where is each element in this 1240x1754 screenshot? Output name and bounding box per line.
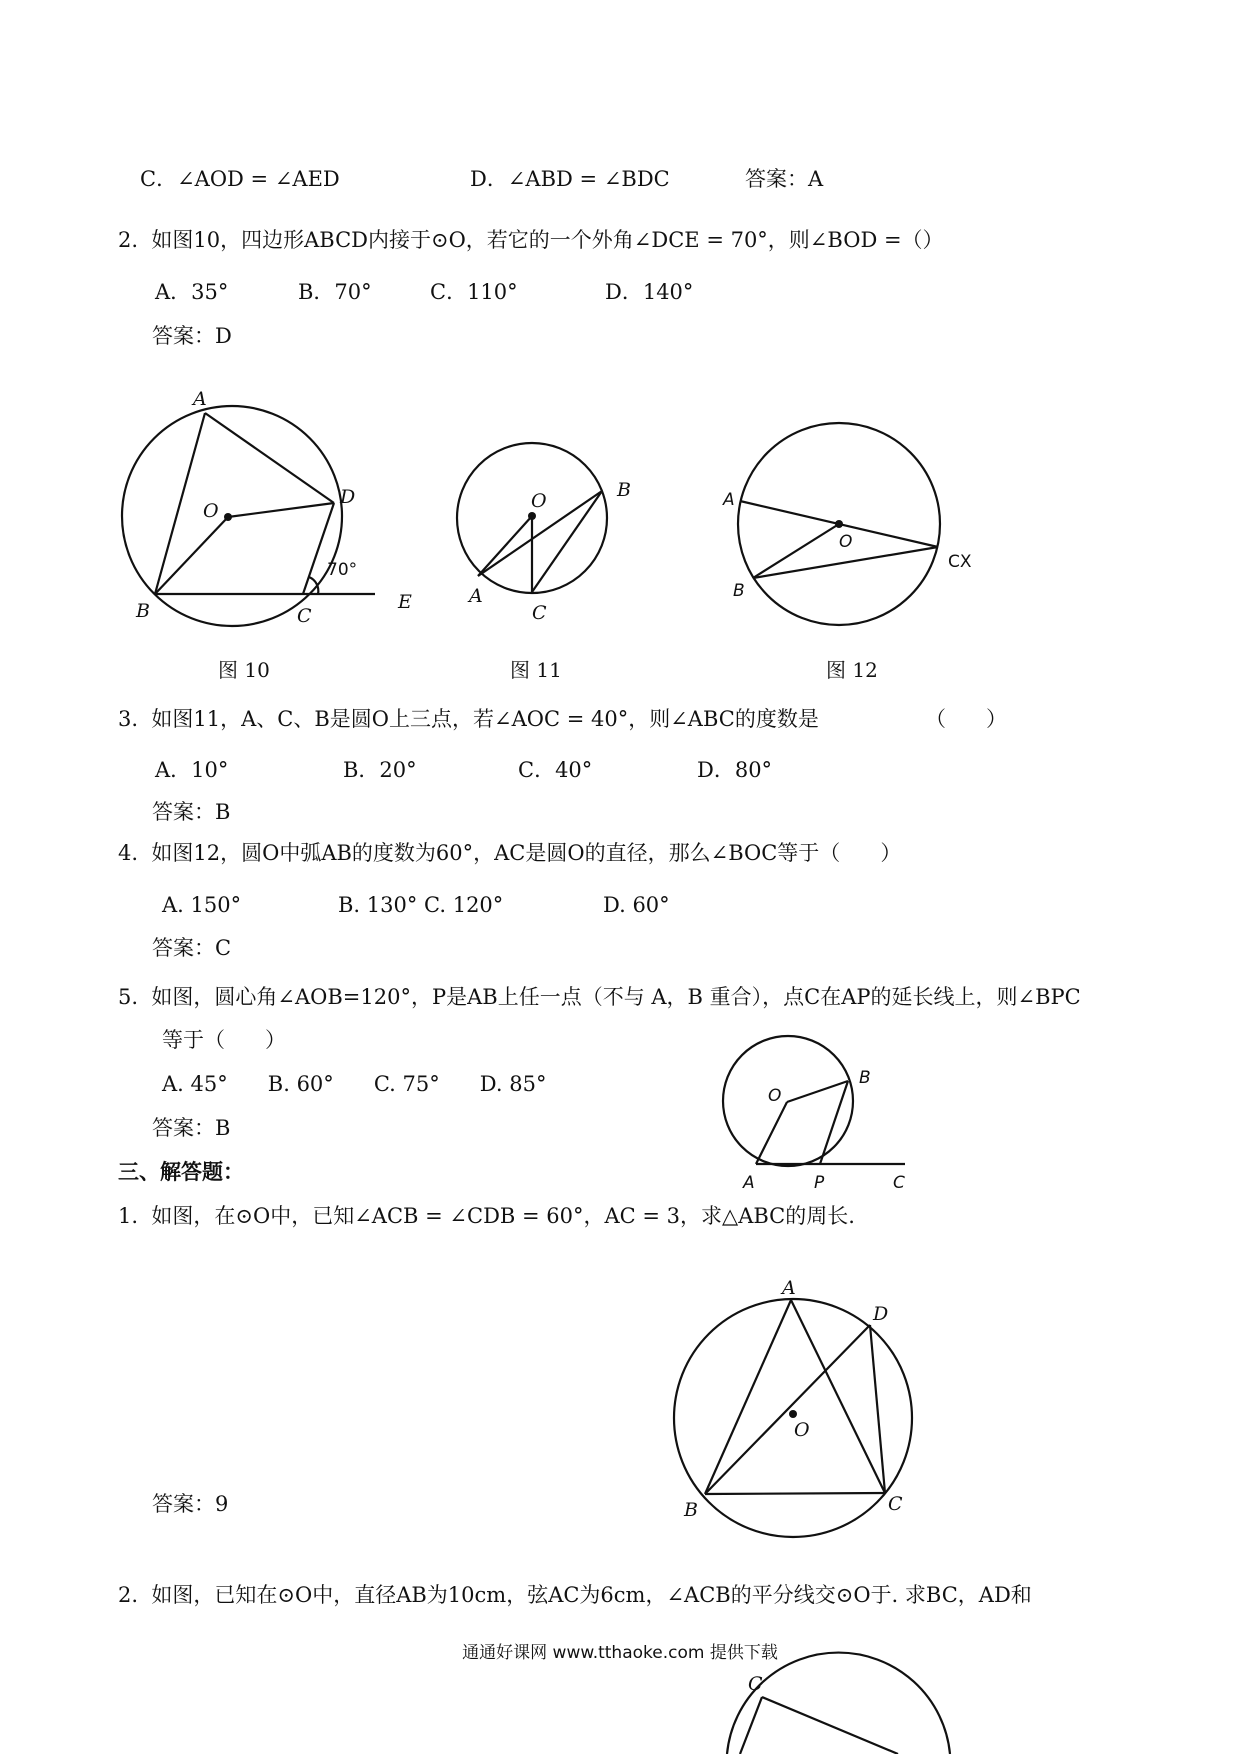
s2-label-c: C [748,1673,763,1695]
q2-stem: 2. 如图10，四边形ABCD内接于⊙O，若它的一个外角∠DCE = 70°，则∠BOD =（） [118,228,944,252]
q3-option-c: C．40° [518,758,593,782]
q3-paren: （ ） [925,707,1008,731]
q3-option-b: B．20° [343,758,417,782]
s2-stem: 2. 如图，已知在⊙O中，直径AB为10cm，弦AC为6cm，∠ACB的平分线交⊙O于. 求BC，AD和 [118,1583,1032,1607]
q1-answer: 答案：A [745,167,824,191]
fig12-center-dot [835,520,843,528]
q2-option-d: D．140° [605,280,694,304]
q2-option-b: B．70° [298,280,372,304]
q4-stem: 4. 如图12，圆O中弧AB的度数为60°，AC是圆O的直径，那么∠BOC等于（ ） [118,841,902,865]
q5-stem: 5. 如图，圆心角∠AOB=120°，P是AB上任一点（不与 A，B 重合），点C在AP的延长线上，则∠BPC [118,985,1081,1009]
s1-label-o: O [794,1419,810,1441]
q4-option-bc: B. 130° C. 120° [338,893,504,917]
fig10-label-o: O [203,500,219,522]
figure-q5 [723,1036,905,1166]
fig10-label-b: B [136,600,150,622]
s1-label-a: A [782,1277,796,1299]
figure-10 [122,406,375,626]
q2-answer: 答案：D [152,324,232,348]
caption-fig11: 图 11 [510,658,562,682]
fig5-label-a: A [743,1173,755,1193]
s1-label-c: C [888,1493,903,1515]
q5-stem-cont: 等于（ ） [162,1028,287,1052]
q1-option-c: C．∠AOD = ∠AED [140,167,340,191]
s1-answer: 答案：9 [152,1492,229,1516]
q5-answer: 答案：B [152,1116,231,1140]
s1-label-d: D [873,1303,889,1325]
q3-stem: 3. 如图11，A、C、B是圆O上三点，若∠AOC = 40°，则∠ABC的度数是 [118,707,819,731]
s1-stem: 1. 如图，在⊙O中，已知∠ACB = ∠CDB = 60°，AC = 3，求△ABC的周长. [118,1204,855,1228]
figure-s2 [727,1653,950,1754]
fig11-label-o: O [531,490,547,512]
fig11-label-c: C [532,602,547,624]
q4-option-a: A. 150° [162,893,242,917]
fig5-label-b: B [859,1068,871,1088]
fig12-label-c: CX [948,552,972,572]
q2-option-c: C．110° [430,280,518,304]
fig10-label-c: C [297,605,312,627]
page-footer: 通通好课网 www.tthaoke.com 提供下载 [462,1643,778,1663]
fig5-label-p: P [814,1173,825,1193]
fig11-label-a: A [469,585,483,607]
s1-center-dot [789,1410,797,1418]
q1-option-d: D．∠ABD = ∠BDC [470,167,670,191]
fig12-label-a: A [723,490,735,510]
fig10-label-d: D [340,486,356,508]
q4-answer: 答案：C [152,936,232,960]
caption-fig10: 图 10 [218,658,270,682]
q3-option-a: A．10° [155,758,229,782]
fig12-label-b: B [733,581,745,601]
fig10-angle-label: 70° [327,560,358,580]
s1-label-b: B [684,1499,698,1521]
fig10-center-dot [224,513,232,521]
q2-option-a: A．35° [155,280,229,304]
q3-answer: 答案：B [152,800,231,824]
caption-fig12: 图 12 [826,658,878,682]
fig5-label-o: O [768,1086,782,1106]
q4-option-d: D. 60° [603,893,670,917]
fig12-label-o: O [839,532,853,552]
fig11-label-b: B [617,479,631,501]
fig10-label-a: A [193,388,207,410]
fig5-label-c: C [893,1173,905,1193]
section-heading: 三、解答题： [118,1159,244,1184]
fig11-center-dot [528,512,536,520]
q3-option-d: D．80° [697,758,773,782]
fig10-label-e: E [398,591,412,613]
q5-options: A. 45° B. 60° C. 75° D. 85° [162,1072,547,1096]
